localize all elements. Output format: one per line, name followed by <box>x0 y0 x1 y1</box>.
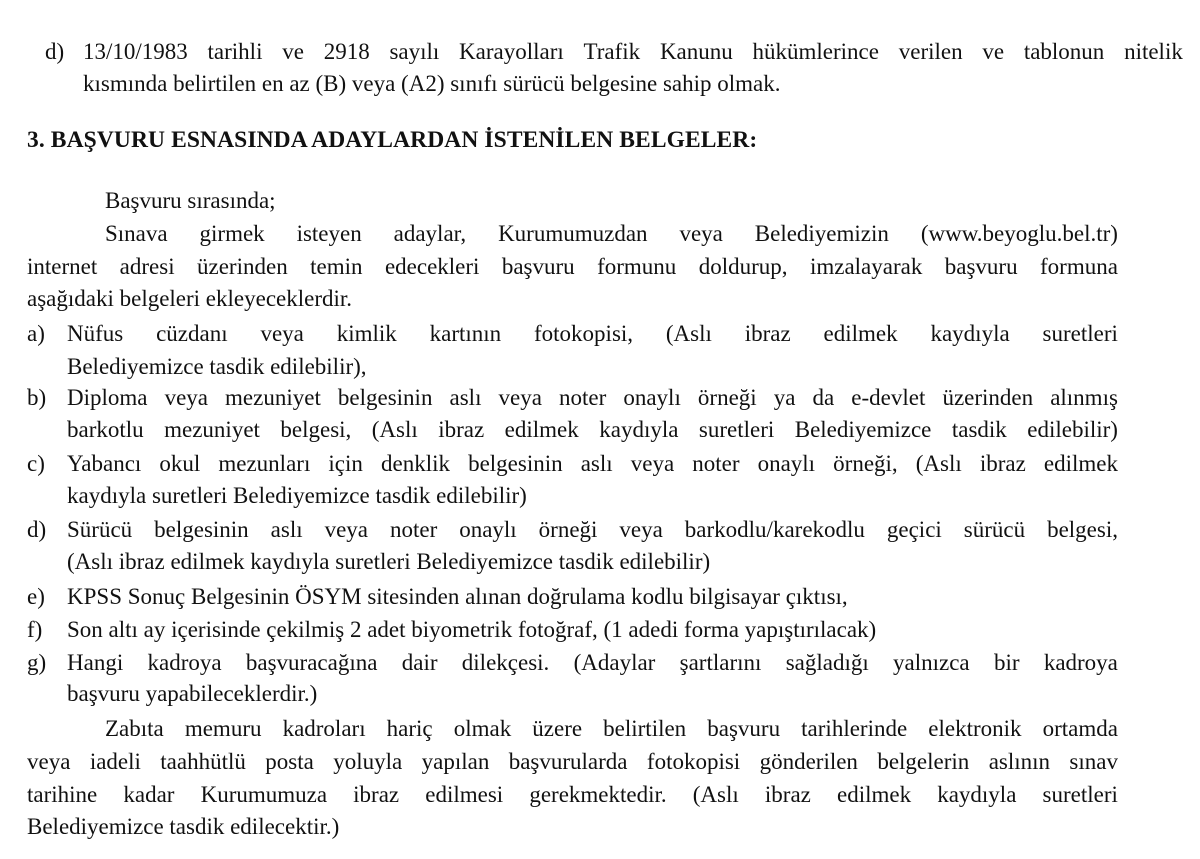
word: örneği <box>697 385 757 410</box>
closing-line-3 <box>27 778 1118 811</box>
word: Trafik <box>583 39 641 64</box>
word: onaylı <box>459 517 517 542</box>
word: isteyen <box>296 221 362 246</box>
word: üzere <box>532 716 583 741</box>
word: edilmesi <box>425 782 504 807</box>
word: Kanunu <box>659 39 733 64</box>
word: ibraz <box>764 782 811 807</box>
word: (Aslı <box>692 782 739 807</box>
word: adaylar, <box>393 221 467 246</box>
word: kaydıyla <box>937 782 1017 807</box>
word: Sınava <box>105 221 168 246</box>
word: başvurularda <box>508 749 628 774</box>
word: aslının <box>988 749 1051 774</box>
word: suretleri <box>698 417 775 442</box>
list-item-d-line-2: (Aslı ibraz edilmek kaydıyla suretleri Belediyemizce tasdik edilebilir) <box>67 549 711 574</box>
word: adresi <box>119 254 175 279</box>
intro-item-line-1 <box>83 35 1183 68</box>
word: Karayolları <box>459 39 564 64</box>
word: Sürücü <box>67 517 133 542</box>
word: kadroya <box>1043 650 1118 675</box>
word: veya <box>324 517 368 542</box>
list-item-marker-d: d) <box>27 517 47 542</box>
word: formuna <box>1040 254 1118 279</box>
word: kartının <box>429 321 502 346</box>
word: yoluyla <box>333 749 403 774</box>
word: Diploma <box>67 385 148 410</box>
list-item-c-line-2: kaydıyla suretleri Belediyemizce tasdik edilebilir) <box>67 483 527 508</box>
word: belgesi, <box>1047 517 1118 542</box>
word: Yabancı <box>67 451 142 476</box>
word: 2918 <box>323 39 370 64</box>
word: tasdik <box>951 417 1007 442</box>
word: (Adaylar <box>573 650 656 675</box>
word: belgelerin <box>877 749 970 774</box>
word: kadroları <box>282 716 366 741</box>
word: üzerinden <box>942 385 1034 410</box>
word: hariç <box>386 716 433 741</box>
list-item-b-line-1 <box>67 381 1118 414</box>
list-item-g-line-2: başvuru yapabileceklerdir.) <box>67 681 318 706</box>
word: fotokopisi <box>646 749 741 774</box>
word: posta <box>265 749 314 774</box>
word: edilmek <box>1043 451 1118 476</box>
list-item-marker-b: b) <box>27 385 47 410</box>
word: kadar <box>123 782 175 807</box>
word: başvuracağına <box>245 650 378 675</box>
word: ibraz <box>979 451 1026 476</box>
word: imzalayarak <box>809 254 923 279</box>
word: veya <box>260 321 304 346</box>
word: ortamda <box>1042 716 1118 741</box>
word: noter <box>559 385 607 410</box>
list-item-c-line-1 <box>67 447 1118 480</box>
word: elektronik <box>928 716 1022 741</box>
word: (Aslı <box>371 417 418 442</box>
word: ve <box>982 39 1005 64</box>
word: fotokopisi, <box>534 321 634 346</box>
word: Belediyemizce <box>794 417 932 442</box>
word: memuru <box>184 716 262 741</box>
word: gerekmektedir. <box>529 782 667 807</box>
word: da <box>812 385 835 410</box>
word: verilen <box>898 39 963 64</box>
word: sayılı <box>389 39 440 64</box>
word: örneği <box>538 517 598 542</box>
word: onaylı <box>757 451 816 476</box>
word: yalnızca <box>893 650 970 675</box>
word: başvuru <box>944 254 1018 279</box>
word: barkotlu <box>67 417 144 442</box>
word: belgesi, <box>280 417 352 442</box>
list-item-d-line-1 <box>67 513 1118 546</box>
word: Belediyemizin <box>754 221 889 246</box>
word: tablonun <box>1023 39 1105 64</box>
word: belirtilen <box>603 716 687 741</box>
word: Nüfus <box>67 321 124 346</box>
word: Zabıta <box>105 716 164 741</box>
list-item-marker-g: g) <box>27 650 47 675</box>
list-item-marker-f: f) <box>27 617 43 642</box>
word: olmak <box>453 716 512 741</box>
word: mezuniyet <box>164 417 260 442</box>
word: örneği, <box>833 451 898 476</box>
word: noter <box>692 451 740 476</box>
word: ya <box>773 385 796 410</box>
closing-line-2 <box>27 745 1118 778</box>
word: dair <box>401 650 438 675</box>
word: belgesinin <box>154 517 249 542</box>
word: kaydıyla <box>930 321 1010 346</box>
closing-line-4: Belediyemizce tasdik edilecektir.) <box>27 814 340 839</box>
word: ibraz <box>353 782 400 807</box>
paragraph-line-2 <box>27 250 1118 283</box>
word: aslı <box>580 451 613 476</box>
word: başvuru <box>707 716 781 741</box>
word: nitelik <box>1124 39 1183 64</box>
list-item-a-line-1 <box>67 317 1118 350</box>
word: veya <box>498 385 542 410</box>
word: Kurumumuza <box>200 782 328 807</box>
word: taahhütlü <box>160 749 246 774</box>
word: geçici <box>886 517 942 542</box>
word: edilmek <box>504 417 579 442</box>
word: denklik <box>381 451 450 476</box>
word: temin <box>310 254 363 279</box>
word: suretleri <box>1042 782 1118 807</box>
word: veya <box>619 517 663 542</box>
word: edilmek <box>836 782 912 807</box>
word: iadeli <box>89 749 141 774</box>
word: edecekleri <box>384 254 480 279</box>
list-item-e-line-1: KPSS Sonuç Belgesinin ÖSYM sitesinden alınan doğrulama kodlu bilgisayar çıktısı, <box>67 584 848 609</box>
word: hükümlerince <box>752 39 879 64</box>
intro-item-line-2: kısmında belirtilen en az (B) veya (A2) sınıfı sürücü belgesine sahip olmak. <box>83 71 781 96</box>
word: noter <box>389 517 438 542</box>
word: kaydıyla <box>599 417 679 442</box>
word: (Aslı <box>665 321 712 346</box>
word: kadroya <box>147 650 222 675</box>
word: tarihine <box>27 782 98 807</box>
word: sürücü <box>963 517 1026 542</box>
word: mezuniyet <box>225 385 321 410</box>
closing-line-1 <box>105 712 1118 745</box>
word: şartlarını <box>679 650 762 675</box>
word: üzerinden <box>197 254 288 279</box>
list-item-b-line-2 <box>67 413 1118 446</box>
list-item-a-line-2: Belediyemizce tasdik edilebilir), <box>67 354 367 379</box>
word: tarihli <box>207 39 263 64</box>
word: (Aslı <box>915 451 962 476</box>
word: belgesinin <box>337 385 433 410</box>
word: veya <box>164 385 208 410</box>
word: (www.beyoglu.bel.tr) <box>920 221 1118 246</box>
word: sağladığı <box>785 650 869 675</box>
word: onaylı <box>623 385 681 410</box>
word: veya <box>27 749 71 774</box>
word: alınmış <box>1050 385 1118 410</box>
word: bir <box>993 650 1020 675</box>
intro-item-marker: d) <box>45 39 65 64</box>
word: veya <box>630 451 675 476</box>
word: formunu <box>597 254 677 279</box>
word: sınav <box>1069 749 1118 774</box>
word: internet <box>27 254 98 279</box>
word: okul <box>159 451 201 476</box>
word: e-devlet <box>851 385 926 410</box>
word: yapılan <box>421 749 490 774</box>
list-item-g-line-1 <box>67 646 1118 679</box>
word: başvuru <box>501 254 575 279</box>
word: için <box>328 451 363 476</box>
word: aslı <box>270 517 303 542</box>
word: Hangi <box>67 650 124 675</box>
word: barkodlu/karekodlu <box>684 517 865 542</box>
word: gönderilen <box>759 749 858 774</box>
word: ve <box>282 39 304 64</box>
word: dilekçesi. <box>461 650 550 675</box>
word: tarihlerinde <box>801 716 908 741</box>
word: suretleri <box>1042 321 1118 346</box>
word: ibraz <box>438 417 485 442</box>
list-item-marker-e: e) <box>27 584 45 609</box>
word: doldurup, <box>698 254 788 279</box>
word: girmek <box>199 221 265 246</box>
word: kimlik <box>336 321 397 346</box>
word: Kurumumuzdan <box>498 221 648 246</box>
paragraph-line-1 <box>105 217 1118 250</box>
list-item-f-line-1: Son altı ay içerisinde çekilmiş 2 adet biyometrik fotoğraf, (1 adedi forma yapıştırılacak) <box>67 617 877 642</box>
word: edilmek <box>823 321 898 346</box>
word: veya <box>679 221 723 246</box>
word: 13/10/1983 <box>83 39 188 64</box>
list-item-marker-c: c) <box>27 451 45 476</box>
paragraph-line-3: aşağıdaki belgeleri ekleyeceklerdir. <box>27 286 353 311</box>
word: mezunları <box>218 451 311 476</box>
word: edilebilir) <box>1027 417 1118 442</box>
word: aslı <box>449 385 482 410</box>
word: cüzdanı <box>156 321 228 346</box>
list-item-marker-a: a) <box>27 321 45 346</box>
word: belgesinin <box>468 451 563 476</box>
word: ibraz <box>744 321 791 346</box>
lead-text: Başvuru sırasında; <box>105 188 276 213</box>
section-heading: 3. BAŞVURU ESNASINDA ADAYLARDAN İSTENİLEN BELGELER: <box>27 127 758 153</box>
